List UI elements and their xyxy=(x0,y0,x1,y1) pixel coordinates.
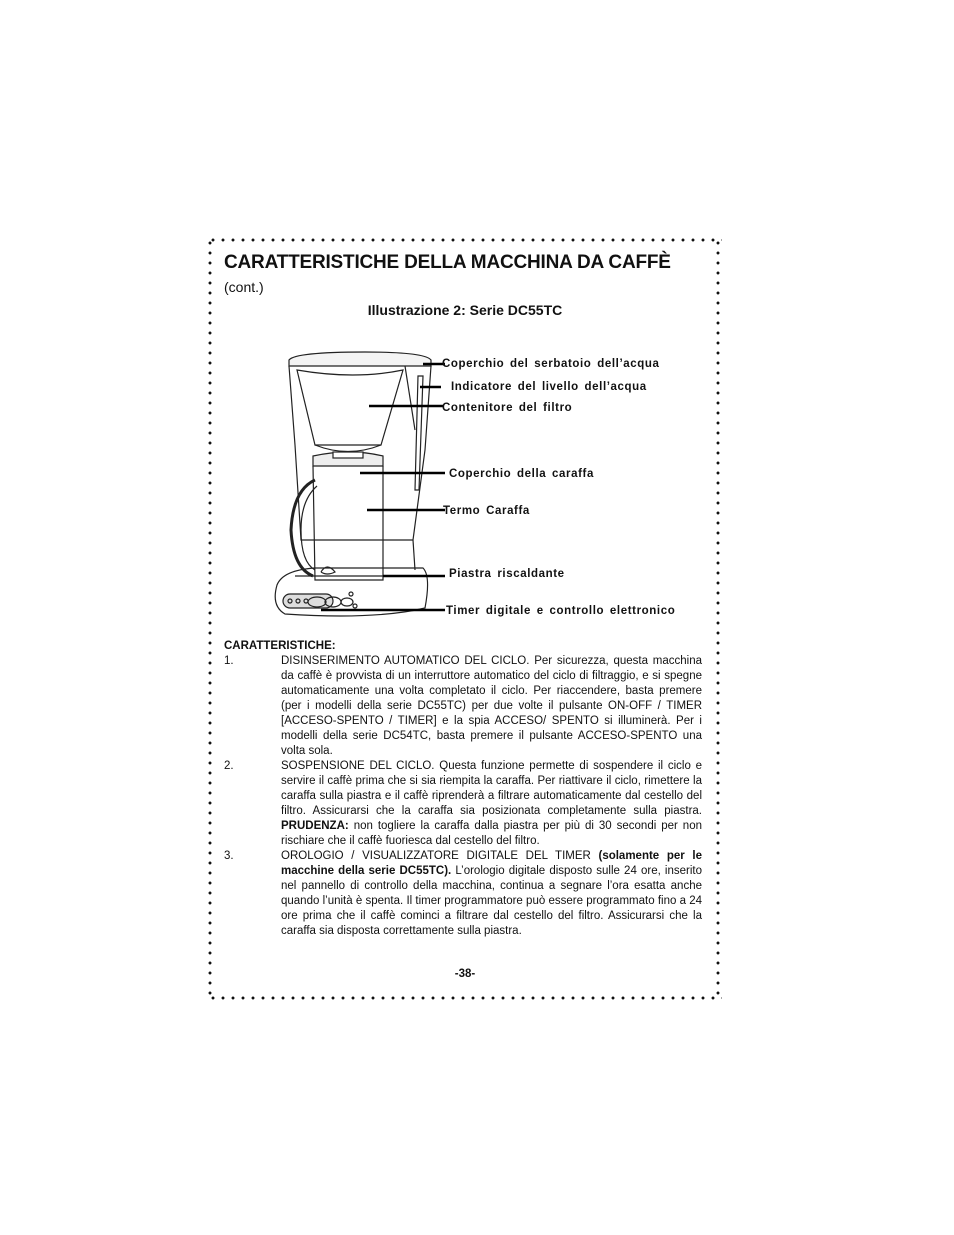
item-number: 3. xyxy=(224,850,234,862)
features-list xyxy=(224,654,702,939)
dotted-border-left xyxy=(208,238,212,1000)
item-text xyxy=(281,849,702,939)
item-text-part: non togliere la caraffa dalla piastra per più di 30 secondi per non rischiare che il caffè fuoriesca dal cestello del filtro. xyxy=(281,820,702,847)
figure-caption: Illustrazione 2: Serie DC55TC xyxy=(367,302,563,318)
item-text-part: SOSPENSIONE DEL CICLO. Questa funzione permette di sospendere il ciclo e servire il caffè prima che si sia riempita la caraffa. Per riattivare il ciclo, rimettere la caraffa sulla piastra e il caffè riprenderà a filtrare automaticamente dal cestello del filtro. Assicurarsi che la caraffa sia posizionata completamente sulla piastra. xyxy=(281,760,702,817)
item-number: 1. xyxy=(224,655,234,667)
dotted-border-bottom xyxy=(208,996,722,1000)
callout-digital-timer: Timer digitale e controllo elettronico xyxy=(446,605,676,617)
list-item xyxy=(224,654,702,759)
callout-filter-basket: Contenitore del filtro xyxy=(442,402,573,414)
page-number-row xyxy=(0,968,954,980)
item-text-bold: PRUDENZA: xyxy=(281,820,349,832)
callout-water-reservoir-lid: Coperchio del serbatoio dell’acqua xyxy=(442,358,660,370)
item-text xyxy=(281,759,702,849)
callout-water-level-indicator: Indicatore del livello dell’acqua xyxy=(451,381,647,393)
item-text-part: L’orologio digitale disposto sulle 24 ore, inserito nel pannello di controllo della macchina, continua a segnare l’ora esatta anche quando l’unità è spenta. Il timer programmatore può essere programmato fino a 24 ore prima che il caffè cominci a filtrare dal cestello del filtro. Assicurarsi che la caraffa sia disposta correttamente sulla piastra. xyxy=(281,865,702,937)
dotted-border-right xyxy=(716,238,720,1000)
item-text: DISINSERIMENTO AUTOMATICO DEL CICLO. Per sicurezza, questa macchina da caffè è provvista di un interruttore automatico del ciclo di filtraggio, e si spegne automaticamente una volta completato il ciclo. Per riaccendere, basta premere (per i modelli della serie DC55TC) per due volte il pulsante ON-OFF / TIMER [ACCESO-SPENTO / TIMER] e la spia ACCESO/ SPENTO si illuminerà. Per i modelli della serie DC54TC, basta premere il pulsante ACCESO-SPENTO una volta sola. xyxy=(281,655,702,757)
features-heading: CARATTERISTICHE: xyxy=(224,640,336,652)
page-subtitle: (cont.) xyxy=(224,279,264,295)
item-number: 2. xyxy=(224,760,234,772)
callout-carafe-lid: Coperchio della caraffa xyxy=(449,468,594,480)
callout-thermal-carafe: Termo Caraffa xyxy=(443,505,530,517)
item-text-part: OROLOGIO / VISUALIZZATORE DIGITALE DEL TIMER xyxy=(281,850,599,862)
dotted-border-top xyxy=(208,238,722,242)
page-title: CARATTERISTICHE DELLA MACCHINA DA CAFFÈ xyxy=(224,252,671,273)
list-item xyxy=(224,849,702,939)
figure-caption-row xyxy=(0,302,954,318)
callout-warming-plate: Piastra riscaldante xyxy=(449,568,565,580)
coffee-maker-diagram xyxy=(255,340,715,630)
page-number: -38- xyxy=(454,968,476,980)
item-text-bold: (solamente per le macchine della serie DC55TC). xyxy=(281,850,702,877)
list-item xyxy=(224,759,702,849)
